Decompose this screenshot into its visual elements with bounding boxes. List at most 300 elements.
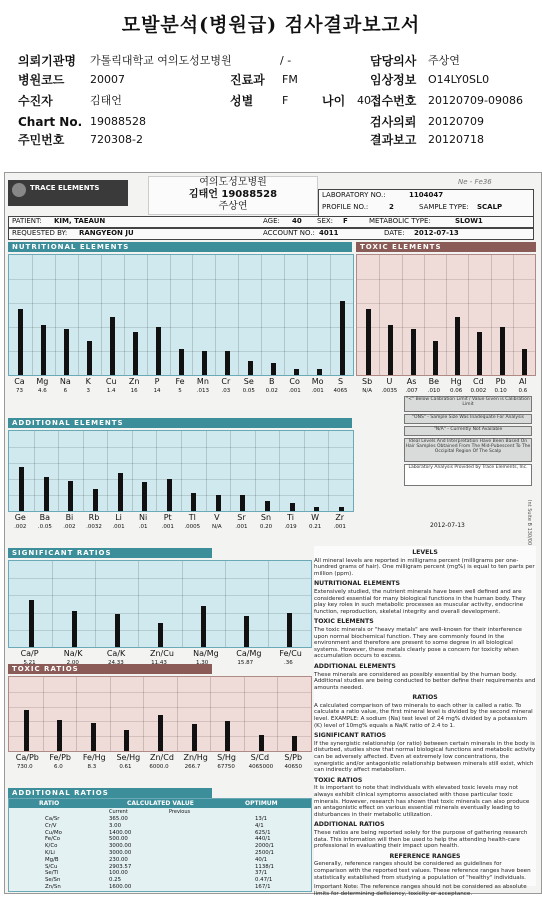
chart-value: 0.10: [494, 388, 507, 394]
patient-label: 수진자: [18, 94, 53, 108]
ratio-name: K/Li: [45, 850, 55, 856]
ratio-current: 3.00: [109, 822, 122, 829]
page-title: 모발분석(병원급) 검사결과보고서: [121, 14, 421, 36]
rpt-metabolic-value: SLOW1: [455, 217, 483, 225]
clinical-label: 임상정보: [370, 73, 417, 87]
lab-logo: [8, 180, 128, 206]
chart-value: .002: [63, 524, 76, 530]
rpt-patient-value: KIM, TAEAUN: [54, 217, 106, 225]
chart-value: 266.7: [184, 764, 201, 770]
notes-addr-title: ADDITIONAL RATIOS: [314, 821, 385, 829]
rpt-metabolic-label: METABOLIC TYPE:: [369, 217, 431, 225]
notes-sig-text: If the synergistic relationship (or ratio) between certain minerals in the body is disturbed, studies show that normal biological functions and metabolic activity can be adversely affected. Even at extremely low concentrations, the synergistic and/or antagonistic relationship between minerals still exist, which can indirectly affect metabolism.: [314, 740, 536, 774]
ratio-name: Zn/Sn: [45, 884, 61, 890]
chart-bar: [433, 341, 438, 375]
chart-value: N/A: [362, 388, 372, 394]
chart-label: Fe: [175, 377, 185, 386]
rpt-sex-label: SEX:: [317, 217, 334, 225]
chart-bar: [202, 351, 207, 375]
chart-value: 15.87: [237, 660, 254, 666]
chart-value: .001: [161, 524, 174, 530]
chart-bar: [57, 720, 62, 751]
chart-bar: [216, 495, 221, 511]
rpt-age-value: 40: [292, 217, 302, 225]
chart-value: .013: [196, 388, 210, 394]
chart-label: Cd: [473, 377, 484, 386]
chart-bar: [87, 341, 92, 375]
code-value: 20007: [90, 73, 125, 86]
chart-label: Ca/K: [106, 649, 126, 658]
chart-bar: [133, 332, 138, 375]
additional-chart: [8, 430, 354, 512]
chart-value: 5: [178, 388, 182, 394]
receipt-value: 20120709-09086: [428, 94, 523, 107]
chart-value: .0032: [86, 524, 102, 530]
chart-label: Cu: [105, 377, 117, 386]
table-row: [9, 884, 311, 891]
legend-calibration: "<" Below Calibration Limit / Value Given is Calibration Limit: [404, 396, 532, 412]
chart-bar: [244, 616, 249, 647]
notes-toxic-text: The toxic minerals or "heavy metals" are well-known for their interference upon normal biochemical function. They are commonly found in the environment and therefore are present to some degree in all biological systems. However, these metals clearly pose a concern for toxicity when accumulation occurs to excess.: [314, 626, 523, 660]
chart-label: Mo: [311, 377, 324, 386]
chart-bar: [110, 317, 115, 375]
code-label: 병원코드: [18, 73, 65, 87]
notes-levels-text: All mineral levels are reported in milligrams percent (milligrams per one-hundred grams of hair). One milligram percent (mg%) is equal to ten parts per million (ppm).: [314, 557, 535, 577]
ratio-optimum: 0.47/1: [255, 877, 273, 884]
additional-ratios-table: [8, 798, 312, 892]
rpt-requested-label: REQUESTED BY:: [12, 229, 68, 237]
chart-bar: [225, 351, 230, 375]
ratio-optimum: 625/1: [255, 829, 271, 836]
chart-value: .010: [427, 388, 440, 394]
ratio-name: Ca/Sr: [45, 816, 60, 822]
chart-label: Fe/Hg: [82, 753, 106, 762]
legend-date: 2012-07-13: [430, 522, 465, 529]
ratio-name: S/Cu: [45, 863, 58, 870]
receipt-label: 접수번호: [370, 94, 417, 108]
chart-bar: [225, 721, 230, 751]
chart-value: 730.0: [16, 764, 33, 770]
chart-label: Pt: [163, 513, 172, 522]
chart-value: .03: [221, 388, 231, 394]
sex-value: F: [282, 94, 289, 107]
chart-bar: [29, 600, 34, 647]
lab-info-table: [318, 189, 534, 217]
chart-value: 0.05: [242, 388, 255, 394]
col-current: Current: [109, 809, 128, 815]
chart-value: .007: [405, 388, 418, 394]
chart-value: .019: [284, 524, 297, 530]
chart-label: K: [85, 377, 91, 386]
nutritional-header: NUTRITIONAL ELEMENTS: [8, 242, 352, 252]
chart-value: 6000.0: [149, 764, 169, 770]
ratio-current: 230.00: [109, 856, 128, 863]
chart-bar: [314, 507, 319, 511]
ratio-optimum: 40/1: [255, 856, 268, 863]
chart-bar: [294, 369, 299, 375]
chart-bar: [292, 736, 297, 751]
legend-na: "N/A" - Currently Not Available: [404, 426, 532, 436]
toxic-ratios-chart: [8, 676, 312, 752]
chart-label: Zn/Cu: [150, 649, 174, 658]
chart-value: 4065: [333, 388, 348, 394]
chart-label: Zn: [128, 377, 140, 386]
chart-bar: [248, 361, 253, 375]
request-info-row: [8, 228, 534, 240]
chart-value: .001: [112, 524, 125, 530]
chart-label: Na: [59, 377, 71, 386]
ratio-name: K/Co: [45, 843, 58, 850]
chart-label: Sb: [362, 377, 373, 386]
chart-value: 3: [86, 388, 91, 394]
significant-header: SIGNIFICANT RATIOS: [8, 548, 212, 558]
patient-info-row: [8, 216, 534, 228]
chart-bar: [124, 730, 129, 751]
ratio-name: Se/Sn: [45, 877, 61, 884]
chart-label: Chart No.: [18, 115, 83, 129]
patient-value: 김태언: [90, 94, 122, 107]
toxic-header: TOXIC ELEMENTS: [356, 242, 536, 252]
chart-value: .002: [14, 524, 27, 530]
chart-bar: [158, 715, 163, 751]
hospital-extra: / -: [280, 54, 292, 67]
chart-value: .0.05: [37, 524, 52, 530]
legend-ons: "ONS" - Sample Size Was Inadequate For Analysis: [404, 414, 532, 424]
chart-label: Mg: [36, 377, 49, 386]
chart-bar: [265, 501, 270, 511]
patient-stamp: [148, 176, 318, 215]
col-ratio: RATIO: [39, 800, 60, 807]
notes-sig-title: SIGNIFICANT RATIOS: [314, 732, 387, 740]
chart-value: .001: [235, 524, 248, 530]
chart-value: 14: [153, 388, 161, 394]
chart-label: Ca/P: [20, 649, 39, 658]
chart-label: S/Hg: [217, 753, 236, 762]
chart-bar: [388, 325, 393, 375]
notes-toxr-title: TOXIC RATIOS: [314, 776, 363, 784]
request-label: 검사의뢰: [370, 115, 417, 129]
chart-value: 6: [63, 388, 68, 394]
ratio-current: 1400.00: [109, 829, 132, 836]
chart-bar: [64, 329, 69, 375]
chart-value: .36: [284, 660, 293, 666]
chart-value: 0.21: [309, 524, 322, 530]
dept-label: 진료과: [230, 73, 265, 87]
chart-label: Ca/Mg: [236, 649, 262, 658]
rpt-age-label: AGE:: [263, 217, 280, 225]
chart-value: 5.21: [23, 660, 36, 666]
ratio-optimum: 13/1: [255, 816, 268, 822]
ratio-name: Cr/V: [45, 822, 57, 829]
chart-label: Ba: [39, 513, 51, 522]
rpt-requested-value: RANGYEON JU: [79, 229, 134, 237]
chart-value: .0005: [184, 524, 201, 530]
rpt-sex-value: F: [343, 217, 348, 225]
notes-nutritional-text: Extensively studied, the nutrient minerals have been well defined and are considered essential for many biological functions in the human body. They play key roles in such metabolic processes as muscular activity, endocrine function, reproduction, skeletal integrity and overall development.: [314, 588, 526, 615]
chart-bar: [191, 493, 196, 511]
notes-nutritional-title: NUTRITIONAL ELEMENTS: [314, 580, 400, 588]
chart-value: 6.0: [53, 764, 63, 770]
ratio-current: 1600.00: [109, 884, 132, 890]
notes-ref-title: REFERENCE RANGES: [389, 852, 461, 860]
chart-label: Zr: [335, 513, 345, 522]
chart-label: Se/Hg: [116, 753, 141, 762]
chart-bar: [271, 363, 276, 375]
chart-value: 1.30: [196, 660, 209, 666]
ratio-optimum: 2000/1: [255, 843, 274, 850]
chart-value: 0.002: [470, 388, 487, 394]
chart-bar: [24, 710, 29, 751]
chart-value: 2.00: [66, 660, 79, 666]
chart-value: .001: [288, 388, 301, 394]
chart-bar: [240, 495, 245, 511]
chart-bar: [455, 317, 460, 375]
chart-label: Zn/Cd: [150, 753, 174, 762]
chart-value: .001: [311, 388, 324, 394]
chart-bar: [18, 309, 23, 375]
age-value: 40: [357, 94, 371, 107]
chart-label: Al: [519, 377, 527, 386]
chart-value: 73: [15, 388, 23, 394]
chart-value: .001: [333, 524, 346, 530]
chart-value: 4.6: [38, 388, 47, 394]
chart-label: Hg: [450, 377, 462, 386]
doctor-value: 주상연: [428, 54, 460, 67]
chart-label: Sr: [237, 513, 246, 522]
header-row-hospital: [0, 52, 542, 70]
chart-label: Se: [243, 377, 254, 386]
ratio-optimum: 37/1: [255, 870, 268, 877]
hospital-value: 가톨릭대학교 여의도성모병원: [90, 54, 232, 67]
additional-header: ADDITIONAL ELEMENTS: [8, 418, 352, 428]
chart-label: Ca: [14, 377, 25, 386]
ratio-current: 100.00: [109, 870, 128, 877]
lab-no-label: LABORATORY NO.:: [322, 191, 386, 199]
ratio-current: 3000.00: [109, 843, 132, 850]
chart-bar: [411, 329, 416, 375]
chart-bar: [522, 349, 527, 375]
chart-label: Cr: [221, 377, 231, 386]
chart-value: 67750: [217, 764, 235, 770]
chart-bar: [72, 611, 77, 647]
chart-label: B: [268, 377, 275, 386]
ratio-optimum: 2500/1: [255, 850, 274, 856]
sex-label: 성별: [230, 94, 254, 108]
chart-label: Ni: [139, 513, 148, 522]
chart-label: Li: [115, 513, 122, 522]
hospital-label: 의뢰기관명: [18, 54, 76, 68]
chart-bar: [477, 332, 482, 375]
chart-bar: [41, 325, 46, 375]
toxic-ratios-header: TOXIC RATIOS: [8, 664, 212, 674]
age-label: 나이: [322, 94, 346, 108]
notes-addr-text: These ratios are being reported solely for the purpose of gathering research data. This information will then be used to help the attending health-care professional in evaluating their impact upon health.: [314, 829, 528, 850]
rpt-date-label: DATE:: [384, 229, 405, 237]
chart-bar: [44, 477, 49, 511]
notes-ref-text: Generally, reference ranges should be considered as guidelines for comparison with the reported test values. These reference ranges have been statistically established from studying a population of "healthy" individuals.: [314, 861, 531, 881]
stamp-doctor: 주상연: [218, 201, 248, 212]
chart-bar: [340, 301, 345, 375]
ratio-current: 0.25: [109, 877, 122, 884]
chart-label: W: [311, 513, 320, 522]
chart-bar: [19, 467, 24, 511]
col-optimum: OPTIMUM: [245, 800, 278, 807]
chart-label: Tl: [188, 513, 196, 522]
notes-ratios-text: A calculated comparison of two minerals to each other is called a ratio. To calculate a ratio value, the first mineral level is divided by the second mineral level. EXAMPLE: A sodium (Na) test level of 24 mg% divided by a potassium (K) level of 10mg% equals a Na/K ratio of 2.4 to 1.: [314, 702, 533, 729]
nutritional-chart: [8, 254, 354, 376]
chart-label: Zn/Hg: [183, 753, 208, 762]
ratio-current: 2903.57: [109, 863, 132, 870]
stamp-hospital: 여의도성모병원: [199, 177, 267, 188]
chart-bar: [339, 507, 344, 511]
clinical-value: O14LY0SL0: [428, 73, 490, 86]
chart-value: 4065000: [248, 764, 274, 770]
chart-value: 8.3: [87, 764, 97, 770]
chart-value: 0.02: [265, 388, 278, 394]
chart-bar: [179, 349, 184, 375]
chart-label: Na/Mg: [193, 649, 219, 658]
chart-label: V: [214, 513, 220, 522]
ratio-name: Fe/Co: [45, 836, 61, 843]
chart-label: Fe/Cu: [279, 649, 302, 658]
chart-bar: [156, 327, 161, 375]
sample-value: SCALP: [477, 203, 503, 211]
lab-no-value: 1104047: [409, 191, 444, 199]
chart-value: .0035: [381, 388, 398, 394]
chart-label: Ti: [287, 513, 294, 522]
chart-bar: [287, 613, 292, 647]
col-previous: Previous: [169, 809, 191, 815]
chart-bar: [366, 309, 371, 375]
chart-value: 16: [130, 388, 138, 394]
chart-label: Rb: [88, 513, 100, 522]
chart-value: 11.43: [151, 660, 167, 666]
chart-label: As: [406, 377, 417, 386]
ratio-optimum: 167/1: [255, 884, 271, 890]
ratio-optimum: 440/1: [255, 836, 271, 843]
profile-label: PROFILE NO.:: [322, 203, 369, 211]
chart-bar: [192, 724, 197, 751]
header-row-code: [0, 71, 542, 89]
col-calculated: CALCULATED VALUE: [127, 800, 194, 807]
chart-bar: [91, 723, 96, 751]
logo-emblem-icon: [12, 183, 26, 197]
toxic-chart: [356, 254, 536, 376]
chart-label: P: [154, 377, 160, 386]
chart-label: Fe/Pb: [49, 753, 72, 762]
chart-bar: [142, 482, 147, 511]
chart-value: 24.33: [107, 660, 124, 666]
chart-bar: [259, 735, 264, 751]
ratio-name: Se/Tl: [45, 870, 59, 877]
chart-label: S/Pb: [284, 753, 303, 762]
rpt-date-value: 2012-07-13: [414, 229, 459, 237]
logo-text: TRACE ELEMENTS: [30, 184, 100, 192]
chart-label: Co: [289, 377, 300, 386]
ratio-current: 500.00: [109, 836, 128, 843]
chart-label: Ge: [14, 513, 26, 522]
chart-value: N/A: [211, 524, 222, 530]
chart-label: U: [386, 377, 393, 386]
notes-additional-text: These minerals are considered as possibly essential by the human body. Additional studies are being conducted to better define their requirements and amounts needed.: [314, 671, 536, 691]
interpretation-notes: [314, 546, 536, 897]
chart-label: S: [337, 377, 344, 386]
chart-bar: [201, 606, 206, 647]
additional-ratios-header: ADDITIONAL RATIOS: [8, 788, 212, 798]
rpt-account-label: ACCOUNT NO.:: [263, 229, 315, 237]
chart-bar: [93, 489, 98, 511]
chart-bar: [158, 623, 163, 647]
notes-toxr-text: It is important to note that individuals with elevated toxic levels may not always exhibit clinical symptoms associated with those particular toxic minerals. However, research has shown that toxic minerals can also produce an antagonistic effect on various essential minerals eventually leading to disturbances in their metabolic utilization.: [314, 785, 530, 818]
side-stamp: Int Suite B 130/00: [526, 500, 532, 546]
chart-label: S/Cd: [250, 753, 270, 762]
chart-label: Sn: [260, 513, 272, 522]
rpt-patient-label: PATIENT:: [12, 217, 42, 225]
header-row-chart: [0, 113, 542, 131]
report-value: 20120718: [428, 133, 484, 146]
ratio-current: 365.00: [109, 816, 128, 822]
chart-value: 0.20: [259, 524, 273, 530]
ratio-name: Mg/B: [45, 856, 59, 863]
report-label: 결과보고: [370, 133, 417, 147]
legend-lab: Laboratory Analysis Provided by Trace Elements, Inc.: [404, 464, 532, 486]
chart-label: Pb: [495, 377, 506, 386]
notes-important-text: Important Note: The reference ranges should not be considered as absolute limits for determining deficiency, toxicity or acceptance.: [314, 884, 527, 897]
chart-bar: [118, 473, 123, 511]
legend-ideal-levels: Ideal Levels And Interpretation Have Been Based On Hair Samples Obtained From The Mid-Pubescent To The Occipital Region Of The Scalp: [404, 438, 532, 462]
chart-bar: [115, 614, 120, 647]
handwritten-note: Ne - Fe36: [458, 178, 492, 186]
chart-label: Ca/Pb: [15, 753, 39, 762]
chart-value: 0.6: [518, 388, 528, 394]
sample-label: SAMPLE TYPE:: [419, 203, 469, 211]
header-row-patient: [0, 92, 542, 110]
chart-value: 40650: [284, 764, 302, 770]
chart-bar: [290, 503, 295, 511]
chart-bar: [68, 481, 73, 511]
rpt-account-value: 4011: [319, 229, 339, 237]
chart-bar: [317, 369, 322, 375]
profile-value: 2: [389, 203, 394, 211]
stamp-patient: 김태언 19088528: [188, 189, 278, 200]
ratio-optimum: 4/1: [255, 822, 264, 829]
notes-levels-title: LEVELS: [412, 549, 438, 556]
header-row-id: [0, 131, 542, 149]
doctor-label: 담당의사: [370, 54, 417, 68]
chart-value: 1.4: [106, 388, 116, 394]
chart-bar: [500, 327, 505, 375]
notes-additional-title: ADDITIONAL ELEMENTS: [314, 662, 396, 670]
chart-label: Be: [428, 377, 440, 386]
ratio-name: Cu/Mo: [45, 829, 62, 836]
notes-toxic-title: TOXIC ELEMENTS: [314, 618, 374, 626]
notes-ratios-title: RATIOS: [412, 694, 438, 702]
chart-label: Bi: [65, 513, 74, 522]
dept-value: FM: [282, 73, 298, 86]
ratio-current: 3000.00: [109, 850, 132, 856]
chart-bar: [167, 479, 172, 511]
id-label: 주민번호: [18, 133, 65, 147]
chart-value: 19088528: [90, 115, 146, 128]
request-value: 20120709: [428, 115, 484, 128]
chart-label: Na/K: [63, 649, 83, 658]
significant-chart: [8, 560, 312, 648]
chart-value: .01: [138, 524, 148, 530]
id-value: 720308-2: [90, 133, 143, 146]
chart-label: Mn: [196, 377, 209, 386]
chart-value: 0.06: [450, 388, 463, 394]
chart-value: 0.61: [119, 764, 132, 770]
